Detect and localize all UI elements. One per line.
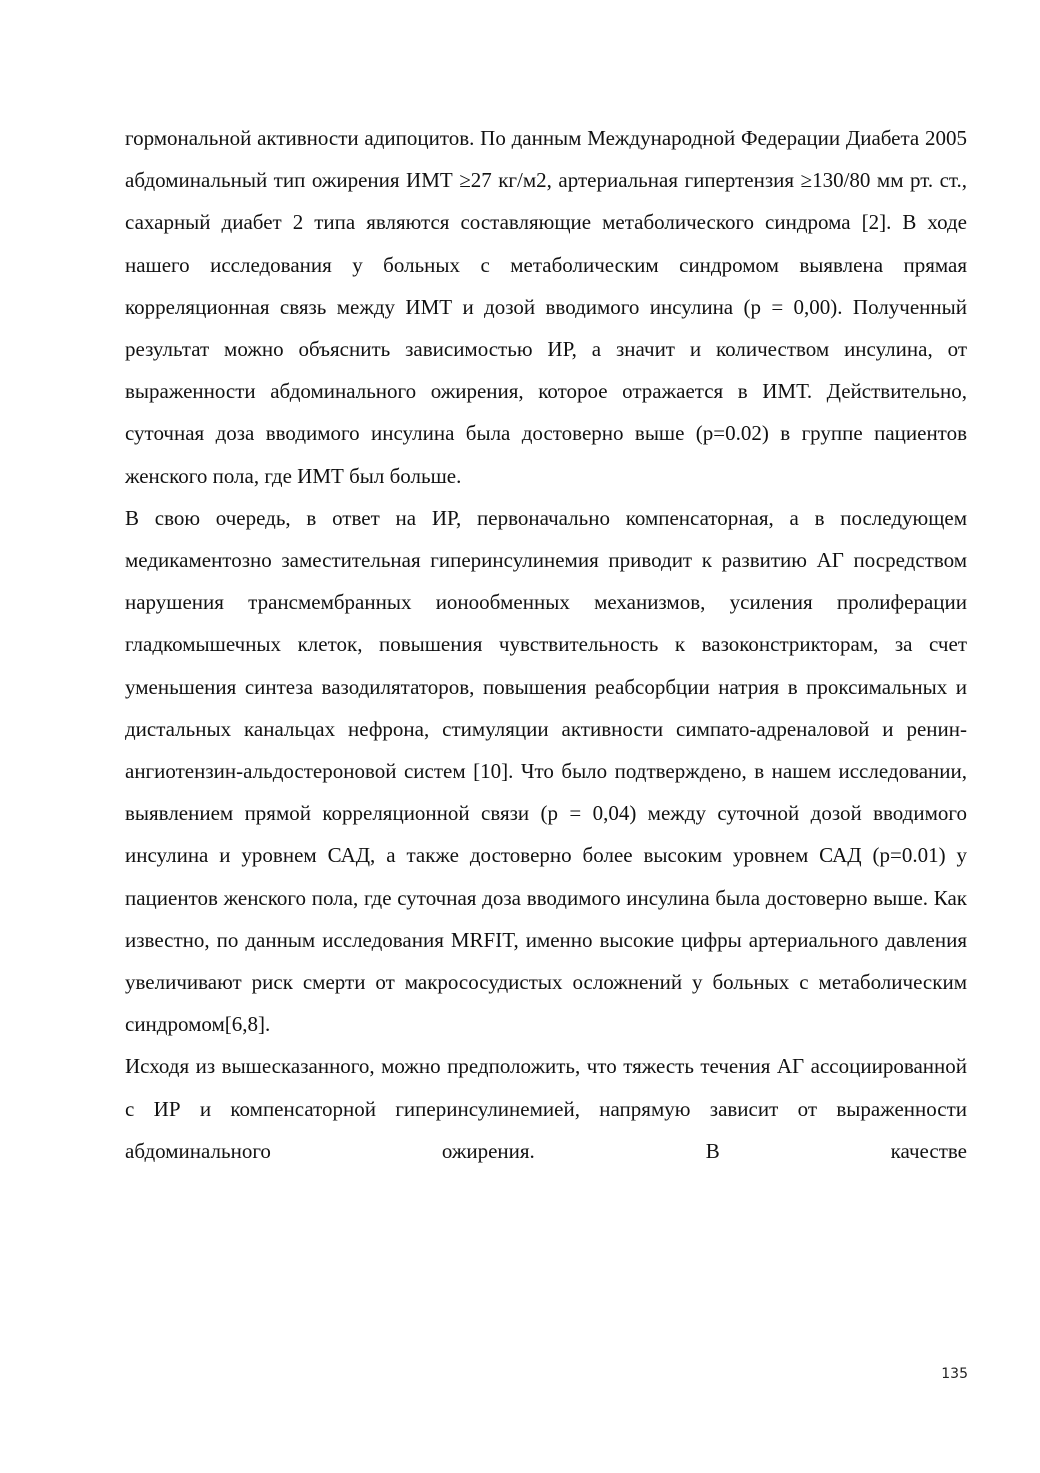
page-body — [125, 117, 967, 1172]
page-number: 135 — [941, 1366, 968, 1382]
paragraph-3: Исходя из вышесказанного, можно предположить, что тяжесть течения АГ ассоциированной с ИР и компенсаторной гиперинсулинемией, напрямую зависит от выраженности абдоминального ожирения. В качестве — [125, 1054, 967, 1163]
paragraph-1: гормональной активности адипоцитов. По данным Международной Федерации Диабета 2005 абдоминальный тип ожирения ИМТ ≥27 кг/м2, артериальная гипертензия ≥130/80 мм рт. ст., сахарный диабет 2 типа являются составляющие метаболического синдрома [2]. В ходе нашего исследования у больных с метаболическим синдромом выявлена прямая корреляционная связь между ИМТ и дозой вводимого инсулина (p = 0,00). Полученный результат можно объяснить зависимостью ИР, а значит и количеством инсулина, от выраженности абдоминального ожирения, которое отражается в ИМТ. Действительно, суточная доза вводимого инсулина была достоверно выше (p=0.02) в группе пациентов женского пола, где ИМТ был больше. — [125, 126, 967, 488]
paragraph-2: В свою очередь, в ответ на ИР, первоначально компенсаторная, а в последующем медикаментозно заместительная гиперинсулинемия приводит к развитию АГ посредством нарушения трансмембранных ионообменных механизмов, усиления пролиферации гладкомышечных клеток, повышения чувствительность к вазоконстрикторам, за счет уменьшения синтеза вазодилятаторов, повышения реабсорбции натрия в проксимальных и дистальных канальцах нефрона, стимуляции активности симпато-адреналовой и ренин-ангиотензин-альдостероновой систем [10]. Что было подтверждено, в нашем исследовании, выявлением прямой корреляционной связи (p = 0,04) между суточной дозой вводимого инсулина и уровнем САД, а также достоверно более высоким уровнем САД (p=0.01) у пациентов женского пола, где суточная доза вводимого инсулина была достоверно выше. Как известно, по данным исследования MRFIT, именно высокие цифры артериального давления увеличивают риск смерти от макрососудистых осложнений у больных с метаболическим синдромом[6,8]. — [125, 505, 967, 1037]
